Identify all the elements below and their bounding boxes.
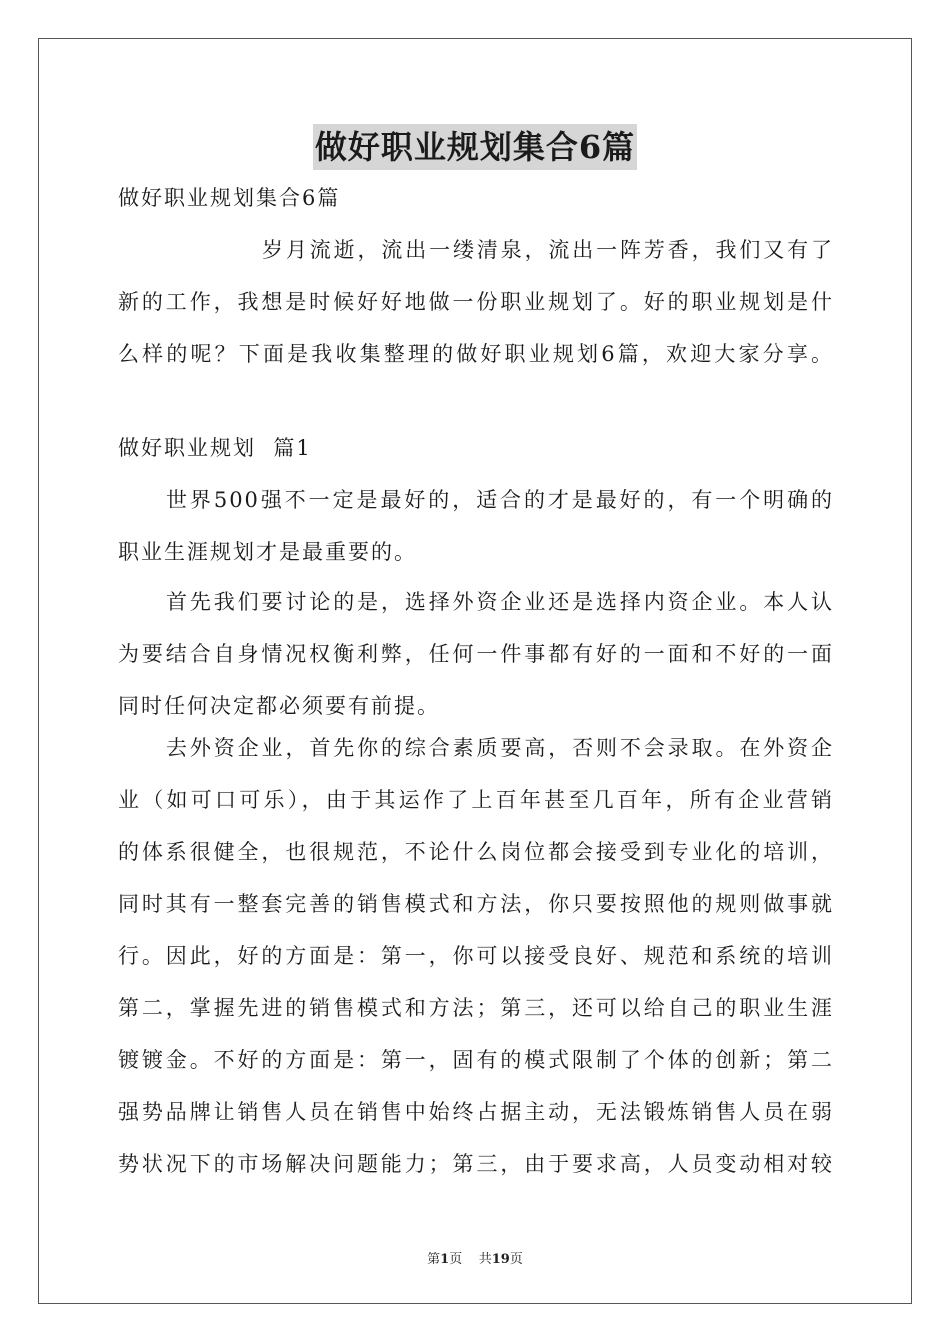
para2-line-2: 为要结合自身情况权衡利弊，任何一件事都有好的一面和不好的一面 — [118, 642, 834, 666]
subtitle-text: 做好职业规划集合6篇 — [118, 186, 341, 210]
paragraph-2 — [118, 576, 834, 732]
intro-line-3: 么样的呢？下面是我收集整理的做好职业规划6篇，欢迎大家分享。 — [118, 342, 834, 366]
paragraph-3 — [118, 722, 834, 1190]
document-title: 做好职业规划集合6篇 — [313, 124, 637, 170]
para3-line-9: 势状况下的市场解决问题能力；第三，由于要求高，人员变动相对较 — [118, 1152, 834, 1176]
intro-paragraph — [118, 224, 834, 380]
para3-line-8: 强势品牌让销售人员在销售中始终占据主动，无法锻炼销售人员在弱 — [118, 1100, 834, 1124]
para1-line-1: 世界500强不一定是最好的，适合的才是最好的，有一个明确的 — [166, 488, 834, 512]
page-footer — [0, 1248, 950, 1267]
para2-line-1: 首先我们要讨论的是，选择外资企业还是选择内资企业。本人认 — [166, 590, 834, 614]
intro-line-2: 新的工作，我想是时候好好地做一份职业规划了。好的职业规划是什 — [118, 290, 834, 314]
para3-line-7: 镀镀金。不好的方面是：第一，固有的模式限制了个体的创新；第二 — [118, 1048, 834, 1072]
para3-line-6: 第二，掌握先进的销售模式和方法；第三，还可以给自己的职业生涯 — [118, 996, 834, 1020]
paragraph-1 — [118, 474, 834, 578]
intro-line-1: 岁月流逝，流出一缕清泉，流出一阵芳香，我们又有了 — [262, 238, 834, 262]
total-pages: 19 — [491, 1252, 510, 1267]
para2-line-3: 同时任何决定都必须要有前提。 — [118, 694, 440, 718]
subtitle — [118, 172, 834, 224]
page-number: 1 — [440, 1252, 450, 1267]
para3-line-1: 去外资企业，首先你的综合素质要高，否则不会录取。在外资企 — [166, 736, 834, 760]
para3-line-5: 行。因此，好的方面是：第一，你可以接受良好、规范和系统的培训 — [118, 944, 834, 968]
page-prefix: 第 — [427, 1252, 441, 1267]
para1-line-2: 职业生涯规划才是最重要的。 — [118, 540, 417, 564]
section-heading — [118, 422, 834, 474]
total-suffix: 页 — [509, 1252, 523, 1267]
section-heading-text: 做好职业规划 篇1 — [118, 436, 312, 460]
para3-line-3: 的体系很健全，也很规范，不论什么岗位都会接受到专业化的培训， — [118, 840, 834, 864]
total-prefix: 共 — [478, 1252, 492, 1267]
para3-line-2: 业（如可口可乐），由于其运作了上百年甚至几百年，所有企业营销 — [118, 788, 834, 812]
title-container — [0, 124, 950, 170]
page-suffix: 页 — [449, 1252, 463, 1267]
para3-line-4: 同时其有一整套完善的销售模式和方法，你只要按照他的规则做事就 — [118, 892, 834, 916]
